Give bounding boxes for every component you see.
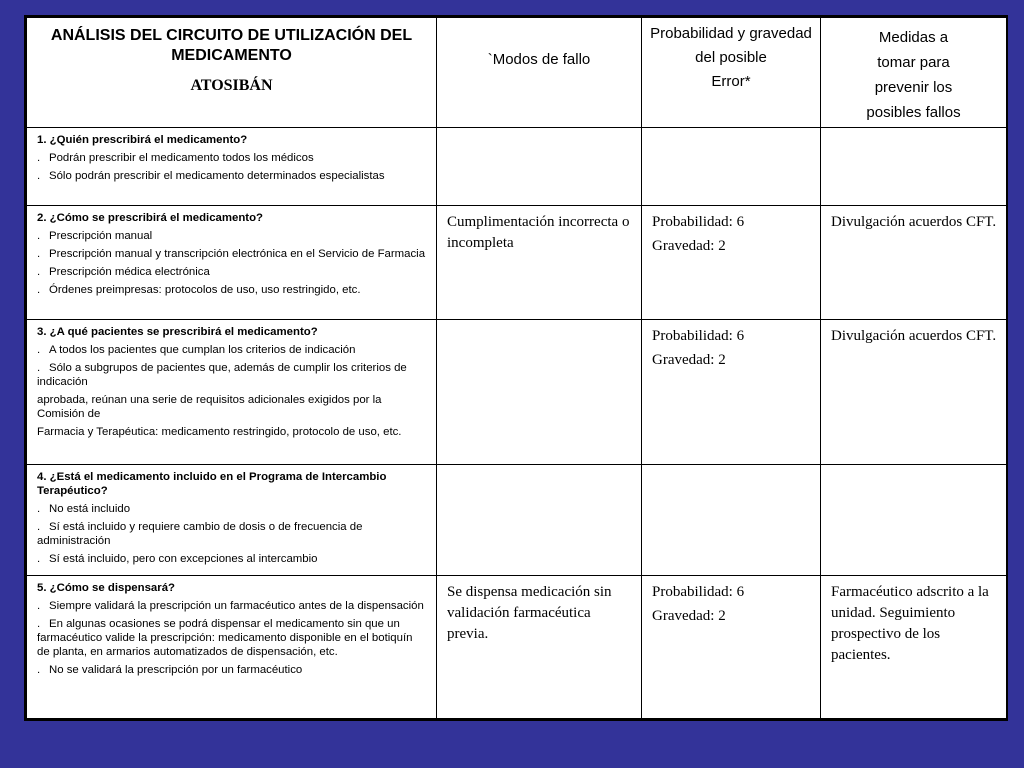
measures-cell	[821, 128, 1007, 206]
measures-text: Divulgación acuerdos CFT.	[831, 214, 997, 230]
probability-value: Probabilidad: 6	[652, 328, 745, 344]
probability-cell	[642, 206, 821, 320]
question-option: . En algunas ocasiones se podrá dispensar el medicamento sin que un farmacéutico valide la prescripción: medicamento disponible en el botiquín de planta, en armarios automatizados de dispensación, etc.	[37, 618, 413, 658]
failure-mode-cell	[437, 128, 642, 206]
measures-text: Farmacéutico adscrito a la unidad. Seguimiento prospectivo de los pacientes.	[831, 584, 989, 663]
table-row	[27, 128, 1007, 206]
question-cell	[27, 128, 437, 206]
failure-mode-text	[437, 465, 641, 475]
header-measures-line: tomar para	[877, 54, 950, 71]
failure-mode-cell	[437, 465, 642, 576]
slide-table-frame	[24, 15, 1008, 721]
header-probability-cell	[642, 18, 821, 128]
severity-value: Gravedad: 2	[652, 352, 726, 368]
table-row	[27, 206, 1007, 320]
header-probability-line: Error*	[711, 73, 751, 90]
question-option-continued: aprobada, reúnan una serie de requisitos adicionales exigidos por la Comisión de	[37, 394, 382, 420]
question-option: . Prescripción manual	[37, 230, 153, 242]
question-option-continued: Farmacia y Terapéutica: medicamento restringido, protocolo de uso, etc.	[37, 426, 402, 438]
header-measures-cell	[821, 18, 1007, 128]
question-option: . A todos los pacientes que cumplan los criterios de indicación	[37, 344, 356, 356]
question-cell	[27, 206, 437, 320]
failure-mode-cell	[437, 320, 642, 465]
severity-value: Gravedad: 2	[652, 608, 726, 624]
failure-mode-text: Se dispensa medicación sin validación farmacéutica previa.	[447, 584, 612, 642]
question-title: 1. ¿Quién prescribirá el medicamento?	[37, 134, 248, 146]
probability-cell	[642, 128, 821, 206]
header-failure-modes: `Modos de fallo	[487, 51, 591, 68]
question-title: 4. ¿Está el medicamento incluido en el Programa de Intercambio Terapéutico?	[37, 471, 387, 497]
question-option: . Podrán prescribir el medicamento todos los médicos	[37, 152, 314, 164]
question-title: 3. ¿A qué pacientes se prescribirá el medicamento?	[37, 326, 318, 338]
failure-mode-cell	[437, 576, 642, 719]
header-title: ANÁLISIS DEL CIRCUITO DE UTILIZACIÓN DEL MEDICAMENTO	[50, 27, 413, 64]
probability-cell	[642, 465, 821, 576]
header-measures-line: prevenir los	[874, 79, 953, 96]
question-option: . No está incluido	[37, 503, 131, 515]
header-measures-line: Medidas a	[878, 29, 949, 46]
header-circuit-cell	[27, 18, 437, 128]
measures-cell	[821, 465, 1007, 576]
probability-value: Probabilidad: 6	[652, 584, 745, 600]
probability-value: Probabilidad: 6	[652, 214, 745, 230]
risk-analysis-table	[26, 17, 1007, 719]
table-row	[27, 465, 1007, 576]
measures-cell	[821, 206, 1007, 320]
header-failure-modes-cell	[437, 18, 642, 128]
measures-cell	[821, 576, 1007, 719]
question-option: . Prescripción manual y transcripción electrónica en el Servicio de Farmacia	[37, 248, 426, 260]
header-probability-line: Probabilidad y gravedad	[650, 25, 812, 42]
question-title: 2. ¿Cómo se prescribirá el medicamento?	[37, 212, 263, 224]
question-title: 5. ¿Cómo se dispensará?	[37, 582, 175, 594]
question-option: . Sí está incluido, pero con excepciones al intercambio	[37, 553, 318, 565]
severity-value: Gravedad: 2	[652, 238, 726, 254]
header-probability-line: del posible	[695, 49, 767, 66]
question-cell	[27, 320, 437, 465]
question-option: . Prescripción médica electrónica	[37, 266, 210, 278]
measures-text: Divulgación acuerdos CFT.	[831, 328, 997, 344]
failure-mode-cell	[437, 206, 642, 320]
question-option: . Sí está incluido y requiere cambio de dosis o de frecuencia de administración	[37, 521, 363, 547]
header-row	[27, 18, 1007, 128]
measures-cell	[821, 320, 1007, 465]
question-option: . Siempre validará la prescripción un farmacéutico antes de la dispensación	[37, 600, 424, 612]
question-option: . Sólo a subgrupos de pacientes que, además de cumplir los criterios de indicación	[37, 362, 407, 388]
probability-cell	[642, 320, 821, 465]
header-measures-line: posibles fallos	[866, 104, 961, 121]
failure-mode-text: Cumplimentación incorrecta o incompleta	[447, 214, 630, 251]
table-row	[27, 320, 1007, 465]
question-option: . Sólo podrán prescribir el medicamento determinados especialistas	[37, 170, 385, 182]
measures-text	[821, 128, 1006, 138]
probability-cell	[642, 576, 821, 719]
measures-text	[821, 465, 1006, 475]
failure-mode-text	[437, 320, 641, 330]
question-cell	[27, 576, 437, 719]
question-option: . No se validará la prescripción por un farmacéutico	[37, 664, 303, 676]
question-option: . Órdenes preimpresas: protocolos de uso, uso restringido, etc.	[37, 284, 361, 296]
failure-mode-text	[437, 128, 641, 138]
header-drug-name: ATOSIBÁN	[190, 77, 273, 94]
question-cell	[27, 465, 437, 576]
table-row	[27, 576, 1007, 719]
